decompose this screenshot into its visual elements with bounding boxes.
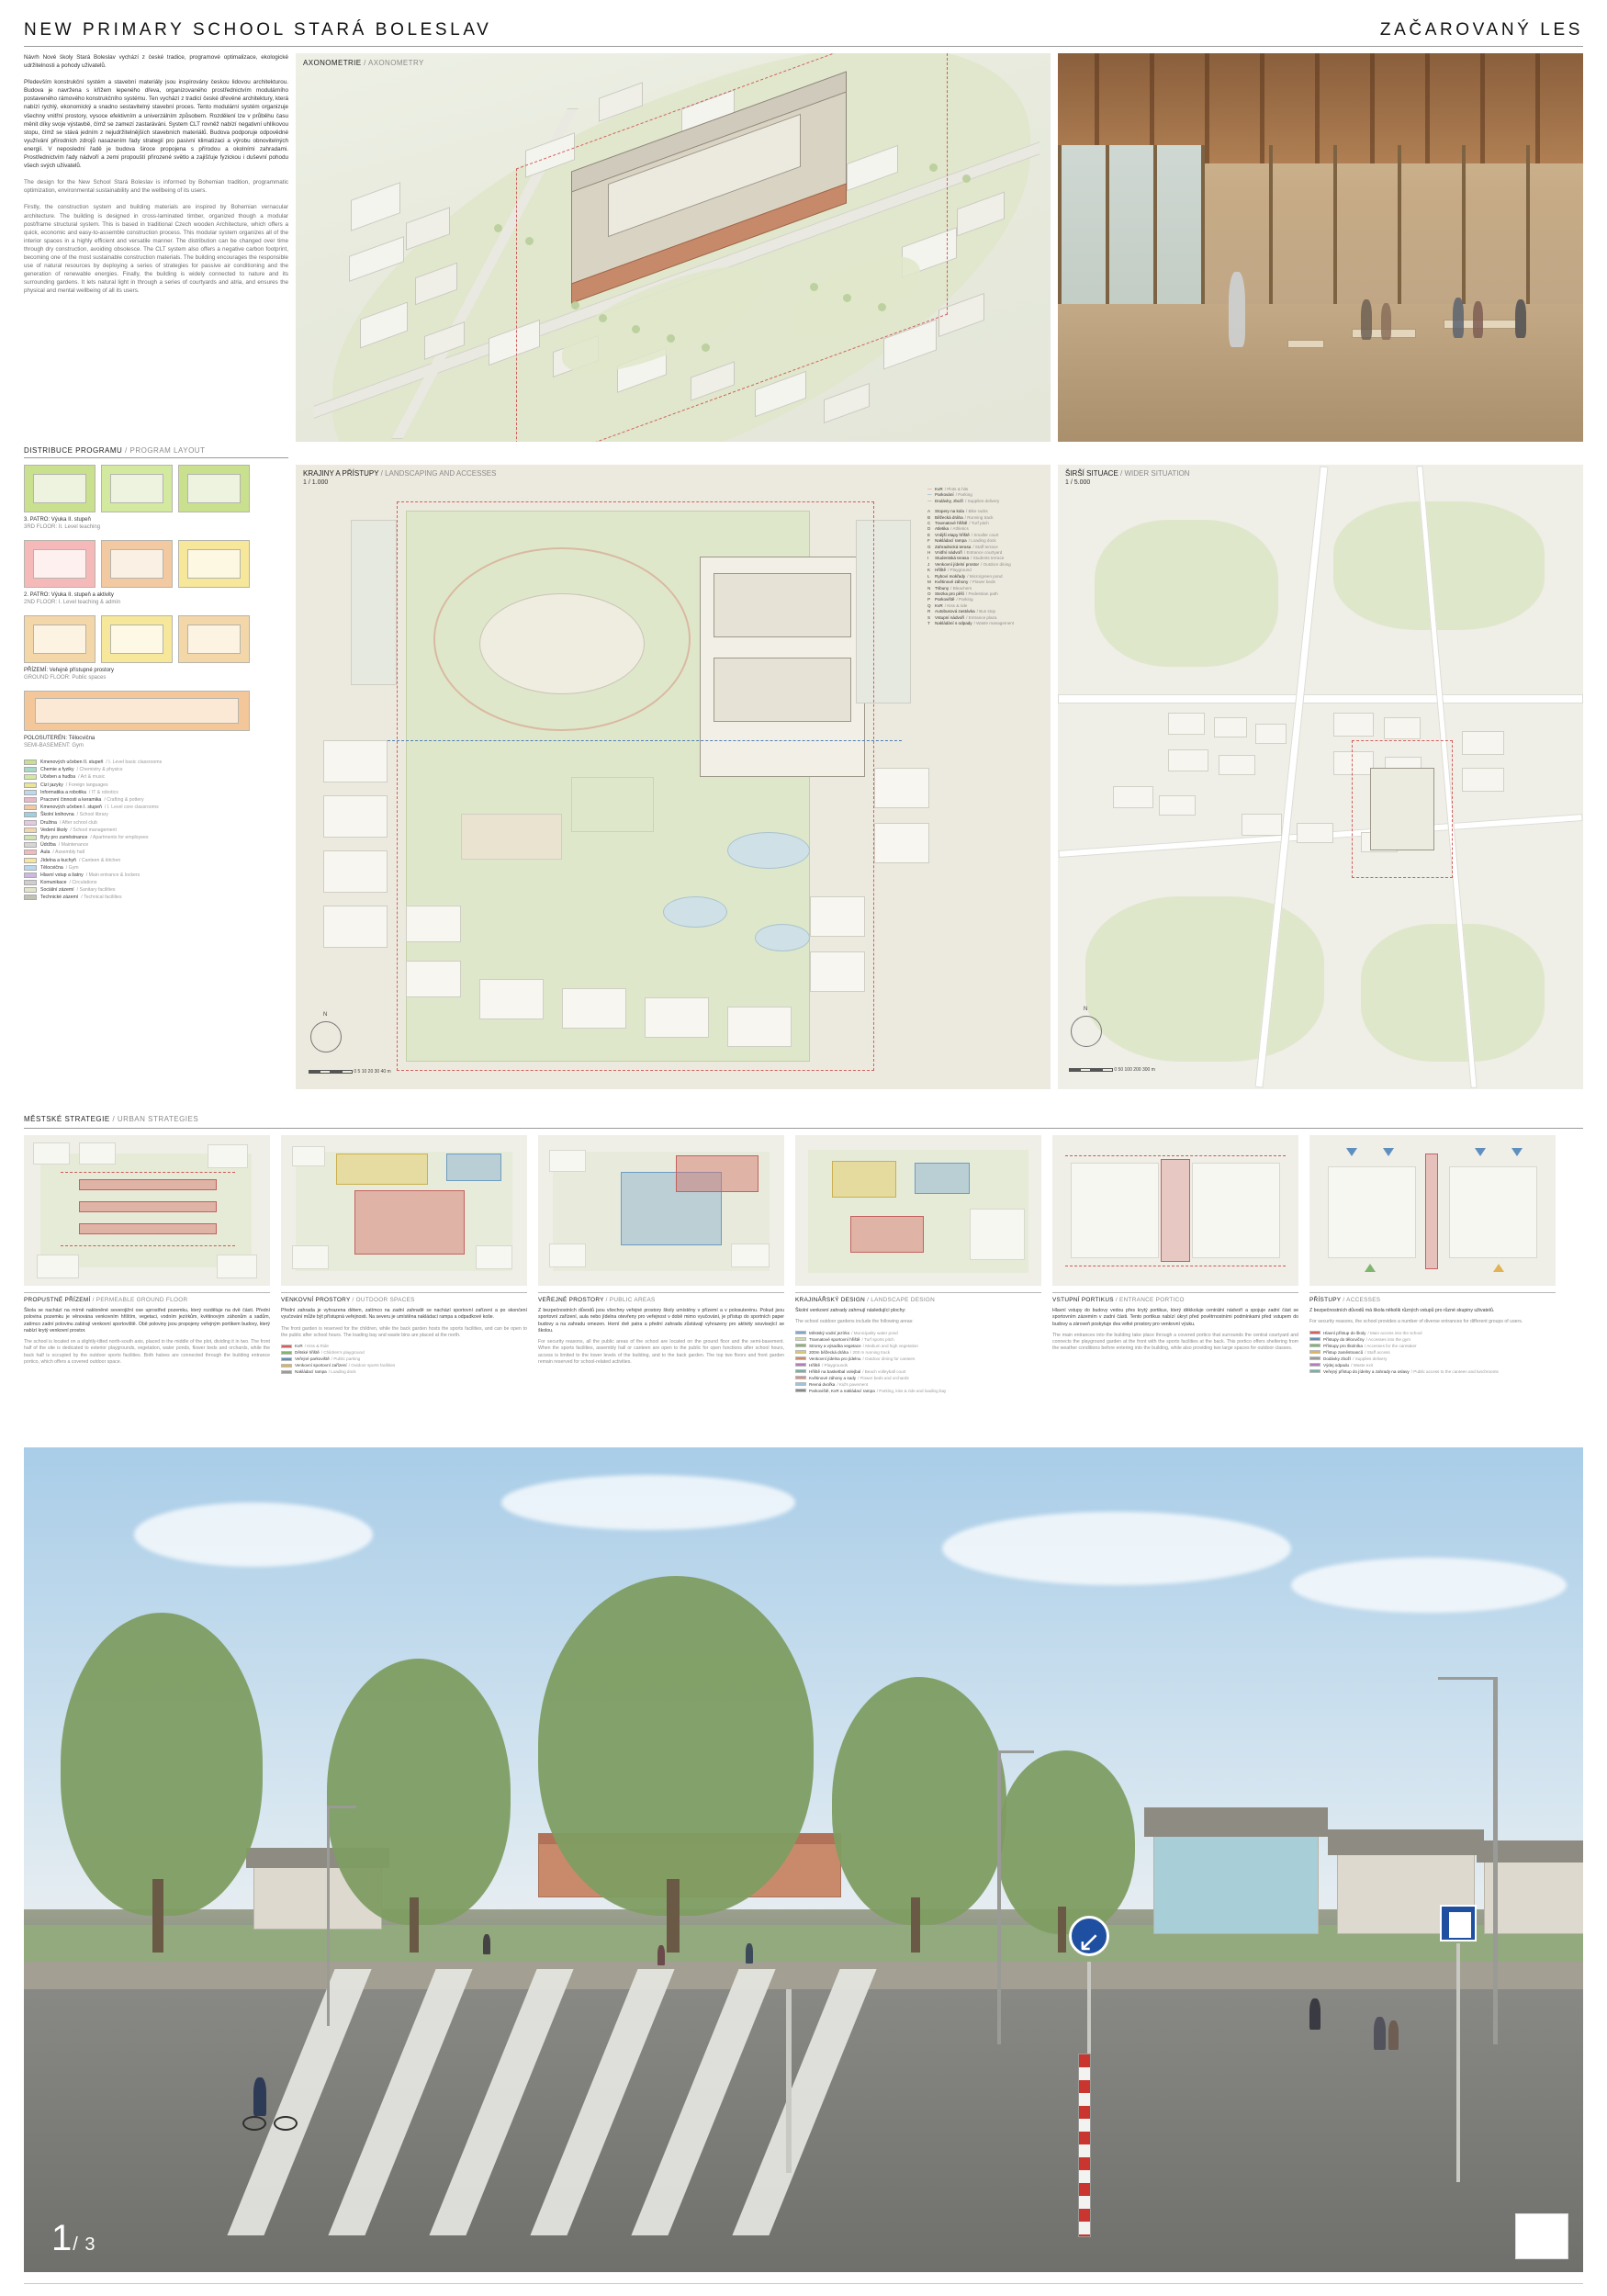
- strategy-card-outdoor-spaces: [281, 1135, 527, 1394]
- legend-item: Dětské hřiště / Children's playground: [281, 1349, 527, 1356]
- legend-item: Přístup zaměstnanců / Staff access: [1309, 1349, 1556, 1356]
- legend-swatch: [24, 805, 37, 810]
- legend-item: Nakládací rampa / Loading dock: [281, 1368, 527, 1375]
- legend-line: K Hřiště / Playground: [927, 568, 972, 573]
- strategy-diagram: [538, 1135, 784, 1286]
- legend-swatch: [24, 790, 37, 795]
- legend-item: Květinové záhony a sady / Flower beds and orchards: [795, 1375, 1041, 1381]
- strategy-diagram: [795, 1135, 1041, 1286]
- legend-swatch: [24, 887, 37, 893]
- description-en-2: Firstly, the construction system and building materials are inspired by Bohemian vernacular architecture. The building is designed in cross-laminated timber, organized though a modular post/frame structural system. This is based in traditional Czech wooden Architecture, which offers a quick, economic and easy-to-assemble construction process. This modular system organizes all of the interior spaces in a highly efficient and versatile manner. The distribution can be changed over time through dry construction, avoiding obsolesce. The CLT system also offers a negative carbon footprint, becoming one of the most sustainable construction materials. The building encourages the responsible use of natural resources by deploying a series of strategies for passive air conditioning and the generation of renewable energies. Finally, the building is widely connected to nature and its surrounding gardens. It lets natural light in through a series of courtyards and atria, and ensures the physical and mental wellbeing of all its users.: [24, 204, 288, 295]
- legend-item: Tělocvična / Gym: [24, 864, 288, 872]
- sign-post-2: [1456, 1943, 1460, 2182]
- strategy-caption: VEŘEJNÉ PROSTORY / PUBLIC AREAS: [538, 1292, 784, 1303]
- legend-line: A Stopery na kola / Bike racks: [927, 509, 988, 514]
- strategy-diagram: [1309, 1135, 1556, 1286]
- person: [657, 1945, 665, 1965]
- legend-swatch: [24, 850, 37, 855]
- legend-swatch: [24, 827, 37, 833]
- floorplan-3rd-caption: 3. PATRO: Výuka II. stupeň 3RD FLOOR: II. Level teaching: [24, 517, 101, 530]
- strategy-text-cz: Z bezpečnostních důvodů jsou všechny veřejné prostory školy umístěny v přízemí a v polosuterénu. Pokud jsou sportovní zařízení, aula nebo jídelna otevřeny pro veřejnost v době mimo vyučování, je přístup do sportních paper budovy a na zahradu omezen. Horní dvě patra a přední zahrada zůstávají vyhrazeny pro aktivity související se školou.: [538, 1308, 784, 1334]
- north-compass-wider: [1071, 1016, 1102, 1047]
- legend-item: 200m běžecká dráha / 200 m running track: [795, 1349, 1041, 1356]
- legend-item: Přístupy do tělocvičny / Accesses into the gym: [1309, 1336, 1556, 1343]
- legend-line: — Dodávky, zboží / Supplies delivery: [927, 498, 1000, 503]
- legend-item: Kmenových učeben I. stupeň / I. Level core classrooms: [24, 804, 288, 811]
- strategy-caption: PŘÍSTUPY / ACCESSES: [1309, 1292, 1556, 1303]
- strategy-text-cz: Hlavní vstupy do budovy vedou přes krytý portikus, který děkkoluje centrální nádvoří a spojuje zadní část se sportovním zázemím v zadní části. Tento portikus nabízí úkryt před povětrnostními podmínkami před vstupem do budovy a zároveň poskytuje dva velké prostory pro venkovní výuku.: [1052, 1308, 1298, 1327]
- program-divider: [24, 457, 288, 458]
- pedestrian-crossing-sign: [1440, 1905, 1477, 1941]
- legend-line: D Atletika / Athletics: [927, 526, 969, 532]
- strategy-card-landscape-design: [795, 1135, 1041, 1394]
- legend-line: F Nakládací rampa / Loading dock: [927, 538, 996, 544]
- footer-divider: [24, 2283, 1583, 2284]
- bicycle-wheel: [274, 2116, 298, 2131]
- legend-item: Městský vodní jezírko / Municipality water pond: [795, 1330, 1041, 1336]
- legend-line: B Běžecká dráha / Running track: [927, 514, 994, 520]
- legend-item: Družina / After school club: [24, 819, 288, 827]
- wider-situation-plan: [1058, 465, 1583, 1089]
- strategy-caption: KRAJINÁŘSKÝ DESIGN / LANDSCAPE DESIGN: [795, 1292, 1041, 1303]
- strategy-caption: VSTUPNÍ PORTIKUS / ENTRANCE PORTICO: [1052, 1292, 1298, 1303]
- legend-item: Přístupy pro školníka / Accesses for the caretaker: [1309, 1343, 1556, 1349]
- program-section-title: [24, 446, 205, 455]
- legend-item: Dodávky zboží / Supplies delivery: [1309, 1356, 1556, 1362]
- strategy-diagram: [281, 1135, 527, 1286]
- description-cz-1: Návrh Nové školy Stará Boleslav vychází z české tradice, programové optimalizace, ekologické udržitelnosti a pohody uživatelů.: [24, 54, 288, 70]
- wider-title: ŠIRŠÍ SITUACE / WIDER SITUATION: [1065, 469, 1190, 478]
- strategy-text-cz: Přední zahrada je vyhrazena dětem, zatímco na zadní zahradě se nachází sportovní zařízení a po skončení vyučování může být přístupná veřejnosti. Na severu je umístěna nakládací rampa a odpadkové koše.: [281, 1308, 527, 1321]
- legend-item: Učeben a hudba / Art & music: [24, 773, 288, 781]
- legend-item: Školní knihovna / School library: [24, 811, 288, 818]
- interior-render: [1058, 53, 1583, 442]
- strategy-legend: [281, 1343, 527, 1375]
- street-post: [786, 1989, 792, 2173]
- strategy-card-accesses: [1309, 1135, 1556, 1394]
- program-title-en: / PROGRAM LAYOUT: [125, 446, 206, 455]
- landscaping-plan: [296, 465, 1051, 1089]
- landscaping-scale: 1 / 1.000: [303, 479, 329, 486]
- legend-line: J Venkovní jídelní prostor / Outdoor dining: [927, 561, 1011, 567]
- legend-line: T Nakládání s odpady / Waste management: [927, 620, 1015, 625]
- program-legend: [24, 759, 288, 902]
- strategy-text-cz: Škola se nachází na mírně nakloněné severojižní ose uprostřed pozemku, který rozděluje na dvě části. Přední polovina pozemku je věnována venkovním hřištím, vegetaci, vodním jezírkům, květinovým záhonům a sadům, zatímco zadní polovinu zabírají venkovní sportoviště. Obě poloviny jsou propojeny veřejným portikem budovy, který nabízí krytý venkovní prostor.: [24, 1308, 270, 1334]
- legend-line: M Květinové záhony / Flower beds: [927, 580, 995, 585]
- strategy-text-en: The school is located on a slightly-tilted north-south axis, placed in the middle of the plot, dividing it in two. The front half of the site is dedicated to exterior playgrounds, vegetation, water ponds, flower beds and orchards, while the back half is occupied by the outdoor sports facilities. Both halves are connected through the building entrance portico, which offers a covered outdoor space.: [24, 1339, 270, 1366]
- strategy-text-en: For security reasons, all the public areas of the school are located on the ground floor and the semi-basement. When the sports facilities, assembly hall or canteen are open to the public for open functions after school hours, access is limited to the lower levels of the building, and to the back garden. The top two floors and front garden remain reserved for school-related activities.: [538, 1339, 784, 1366]
- strategy-text-en: The school outdoor gardens include the following areas:: [795, 1319, 914, 1325]
- legend-item: Byty pro zaměstnance / Apartments for employees: [24, 834, 288, 841]
- program-title-cz: DISTRIBUCE PROGRAMU: [24, 446, 123, 455]
- legend-line: Q KvR / Kiss & ride: [927, 602, 968, 608]
- legend-item: Kmenových učeben II. stupeň / I. Level basic classrooms: [24, 759, 288, 766]
- legend-item: Údržba / Maintenance: [24, 841, 288, 849]
- legend-swatch: [24, 835, 37, 840]
- strategy-caption: PROPUSTNÉ PŘÍZEMÍ / PERMEABLE GROUND FLOOR: [24, 1292, 270, 1303]
- project-description: [24, 53, 288, 303]
- person: [1388, 2020, 1399, 2050]
- program-layout: [24, 465, 288, 902]
- wider-scalebar: 0 50 100 200 300 m: [1069, 1067, 1155, 1073]
- strategy-card-public-areas: [538, 1135, 784, 1394]
- strategy-diagram: [24, 1135, 270, 1286]
- legend-line: I Studentská terasa / Students terrace: [927, 556, 1005, 561]
- legend-item: Chemie a fyziky / Chemistry & physics: [24, 766, 288, 773]
- legend-item: Hlavní přístup do školy / Main access into the school: [1309, 1330, 1556, 1336]
- legend-swatch: [24, 797, 37, 803]
- legend-item: Stromy a výsadba vegetace / Medium and high vegetation: [795, 1343, 1041, 1349]
- floorplan-2nd-caption: 2. PATRO: Výuka II. stupeň a aktivity 2ND FLOOR: I. Level teaching & admin: [24, 592, 121, 605]
- legend-swatch: [24, 895, 37, 900]
- legend-swatch: [24, 820, 37, 826]
- strategy-card-permeable-ground-floor: [24, 1135, 270, 1394]
- project-title: NEW PRIMARY SCHOOL STARÁ BOLESLAV: [24, 20, 492, 39]
- urban-strategies: [24, 1115, 1583, 1393]
- strategies-grid: [24, 1135, 1583, 1394]
- floorplan-basement: [24, 691, 253, 731]
- legend-item: Veřejný přístup do jídelny a zahrady na oslavy / Public access to the canteen and lunchrooms: [1309, 1368, 1556, 1375]
- axonometry-label: [303, 59, 424, 67]
- legend-swatch: [24, 858, 37, 863]
- street-view-render: [24, 1447, 1583, 2272]
- legend-swatch: [24, 774, 37, 780]
- header-divider: [24, 46, 1583, 47]
- legend-item: Vedení školy / School management: [24, 827, 288, 834]
- strategy-text-cz: Z bezpečnostních důvodů má škola několik různých vstupů pro různé skupiny uživatelů.: [1309, 1308, 1495, 1313]
- floorplan-3rd: [24, 465, 253, 512]
- legend-item: Revná dvořka / Kid's pavement: [795, 1381, 1041, 1388]
- legend-item: Komunikace / Circulations: [24, 879, 288, 886]
- legend-item: Hřiště / Playgrounds: [795, 1362, 1041, 1368]
- legend-item: Travnatové sportovní hřiště / Turf sports pitch: [795, 1336, 1041, 1343]
- legend-line: P Parkoviště / Parking: [927, 597, 973, 602]
- legend-item: Venkovní sportovní zařízení / Outdoor sports facilities: [281, 1362, 527, 1368]
- legend-item: Venkovní jídelna pro jídelnu / Outdoor dining for canteen: [795, 1356, 1041, 1362]
- strategies-divider: [24, 1128, 1583, 1129]
- legend-item: Jídelna a kuchyň / Canteen & kitchen: [24, 856, 288, 863]
- north-compass: [310, 1021, 342, 1052]
- strategies-title: MĚSTSKÉ STRATEGIE / URBAN STRATEGIES: [24, 1115, 199, 1123]
- axonometry-label-cz: AXONOMETRIE: [303, 59, 362, 67]
- strategy-text-en: The main entrances into the building take place through a covered portico that surrounds the central courtyard and connects the playground garden at the front with the sports facilities at the back. This portico offers sheltering from the weather conditions before entering into the building, while also providing two large spaces for outdoor classes.: [1052, 1332, 1298, 1352]
- legend-swatch: [24, 842, 37, 848]
- strategy-legend: [795, 1330, 1041, 1394]
- description-en-1: The design for the New School Stará Boleslav is informed by Bohemian tradition, programmatic optimization, environmental sustainability and the wellbeing of its users.: [24, 179, 288, 195]
- person: [746, 1943, 753, 1964]
- landscaping-scalebar: 0 5 10 20 30 40 m: [309, 1069, 391, 1075]
- legend-line: H Vnitřní nádvoří / Entrance courtyard: [927, 550, 1003, 556]
- legend-item: KvR / Kiss & Ride: [281, 1343, 527, 1349]
- legend-line: O Stezka pro pěší / Pedestrian path: [927, 591, 998, 596]
- axonometry-drawing: [296, 53, 1051, 442]
- legend-item: Parkoviště, KvR a nakládací rampa / Parking, kiss & ride and loading bay: [795, 1388, 1041, 1394]
- traffic-bollard: [1078, 2054, 1091, 2237]
- bicycle: [242, 2116, 266, 2131]
- legend-line: L Ryboví mokřady / Micro/green pond: [927, 573, 1003, 579]
- floorplan-basement-caption: POLOSUTERÉN: Tělocvična SEMI-BASEMENT: Gym: [24, 736, 96, 748]
- floorplan-2nd: [24, 540, 253, 588]
- legend-item: Hřiště na basketbal volejbal / Beach volleyball court: [795, 1368, 1041, 1375]
- legend-item: Sociální zázemí / Sanitary facilities: [24, 886, 288, 894]
- legend-line: — KvR / Plots & hits: [927, 487, 969, 491]
- person: [483, 1934, 490, 1954]
- floorplan-ground: [24, 615, 253, 663]
- legend-swatch: [24, 872, 37, 878]
- page-number: 1/ 3: [51, 2218, 96, 2258]
- legend-swatch: [24, 767, 37, 772]
- legend-line: C Travnatové hřiště / Turf pitch: [927, 521, 989, 526]
- legend-item: Aula / Assembly hall: [24, 849, 288, 856]
- legend-line: G Zahradnická terasa / Staff terrace: [927, 544, 998, 549]
- legend-swatch: [24, 865, 37, 871]
- landscaping-title: KRAJINY A PŘÍSTUPY / LANDSCAPING AND ACCESSES: [303, 469, 497, 478]
- legend-item: Výdej odpadu / Waste exit: [1309, 1362, 1556, 1368]
- landscaping-legend: [927, 487, 1045, 626]
- wider-scale: 1 / 5.000: [1065, 479, 1091, 486]
- legend-line: R Autobusová zastávka / Bus stop: [927, 609, 996, 614]
- person: [1374, 2017, 1386, 2050]
- strategy-card-entrance-portico: [1052, 1135, 1298, 1394]
- person: [1309, 1998, 1320, 2030]
- floorplan-ground-caption: PŘÍZEMÍ: Veřejně přístupné prostory GROUND FLOOR: Public spaces: [24, 668, 115, 681]
- strategy-legend: [1309, 1330, 1556, 1375]
- legend-item: Cizí jazyky / Foreign languages: [24, 782, 288, 789]
- logo-box: [1515, 2213, 1568, 2259]
- strategy-text-en: The front garden is reserved for the children, while the back garden hosts the sports facilities, and can be open to the public after school hours. The loading bay and waste bins are placed at the north.: [281, 1325, 527, 1338]
- legend-item: Informatika a robotika / IT & robotics: [24, 789, 288, 796]
- legend-item: Technické zázemí / Technical facilities: [24, 894, 288, 901]
- axonometry-label-en: / AXONOMETRY: [364, 59, 424, 67]
- legend-item: Pracovní činnosti a keramika / Crafting & pottery: [24, 796, 288, 804]
- legend-swatch: [24, 760, 37, 765]
- strategy-text-en: For security reasons, the school provides a number of diverse entrances for different groups of users.: [1309, 1319, 1523, 1325]
- project-motto: ZAČAROVANÝ LES: [1379, 20, 1583, 39]
- legend-line: S Vstupní nádvoří / Entrance plaza: [927, 614, 997, 620]
- legend-line: — Parkování / Parking: [927, 492, 972, 498]
- direction-arrow-icon: ↙: [1077, 1927, 1101, 1957]
- person-cyclist: [253, 2077, 266, 2116]
- legend-swatch: [24, 812, 37, 817]
- legend-line: N Tribuny / Bleachers: [927, 585, 972, 591]
- axonometry-image: [296, 53, 1051, 442]
- legend-swatch: [24, 782, 37, 788]
- description-cz-2: Především konstrukční systém a stavební materiály jsou inspirovány českou lidovou architekturou. Budova je navržena s křížem lepeného dřeva, organizovaného prostřednictvím modulárního postaveného rámového konstrukčního systému. Ten vychází z tradicí české dřevěné architektury, která nabízí rychlý, ekonomický a snadno sestavitelný stavební proces. Tento modulární systém organizuje všechny vnitřní prostory, vysoce efektivním a univerzálním způsobem. Rozdělení lze v průběhu času měnit díky svoje výstavbě, čímž se zamezí zastaráváni. System CLT rovněž nabízí negativní uhlíkovou stopu, čímž se stává jedním z nejudržitelnějších stavebních materiálů. Budova podporuje odpovědné využívání přírodních zdrojů nasazením řady strategií pro pasivní klimatizaci a výrobu obnovitelných energií. V neposlední řadě je budova široce propojena s přírodou a okolními zahradami. Prostřednictvím řady nádvoří a zemí propouští přirozené světlo a zajišťuje fyzickou i duševní pohodu všech svých uživatelů.: [24, 79, 288, 170]
- legend-swatch: [24, 880, 37, 885]
- legend-item: Veřejné parkoviště / Public parking: [281, 1356, 527, 1362]
- legend-line: E Vnější etapy hřiště / Smaller court: [927, 532, 999, 537]
- strategy-caption: VENKOVNÍ PROSTORY / OUTDOOR SPACES: [281, 1292, 527, 1303]
- legend-item: Hlavní vstup a šatny / Main entrance & lockers: [24, 872, 288, 879]
- strategy-diagram: [1052, 1135, 1298, 1286]
- strategy-text-cz: Školní venkovní zahrady zahrnují následující plochy:: [795, 1308, 906, 1313]
